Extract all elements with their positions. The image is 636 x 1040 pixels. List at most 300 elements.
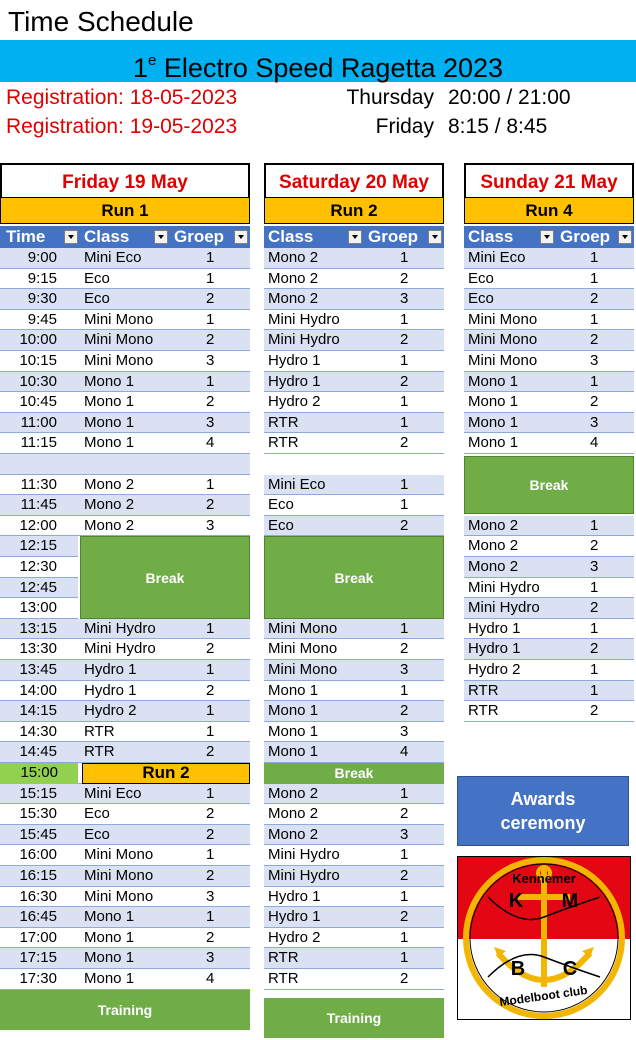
table-cell: Mini Eco	[84, 784, 142, 802]
table-cell: Hydro 1	[468, 640, 521, 658]
table-cell: 16:45	[19, 908, 57, 926]
table-cell: 1	[206, 372, 215, 390]
table-cell: 2	[400, 805, 409, 823]
event-banner	[0, 40, 636, 82]
table-cell: 2	[206, 681, 215, 699]
table-cell: 15:30	[19, 805, 57, 823]
table-row	[464, 351, 634, 372]
table-cell: Mono 1	[468, 434, 519, 452]
table-cell: 2	[206, 825, 215, 843]
table-row	[464, 536, 634, 557]
table-cell: 1	[400, 310, 409, 328]
table-row	[264, 413, 444, 434]
awards-ceremony-box	[457, 776, 629, 846]
table-cell: Mini Hydro	[268, 867, 340, 884]
table-row	[264, 969, 444, 990]
time-cell-highlight: 15:00	[0, 763, 78, 784]
table-row	[464, 269, 634, 290]
table-cell: Mini Mono	[84, 887, 154, 905]
table-cell: Mono 2	[268, 290, 319, 308]
table-cell: 1	[206, 784, 215, 802]
table-row	[464, 619, 634, 640]
table-row	[0, 681, 250, 702]
filter-dropdown-icon[interactable]	[154, 230, 168, 244]
table-cell: 1	[400, 928, 409, 946]
table-row	[0, 269, 250, 290]
table-cell: Mono 2	[84, 496, 135, 514]
table-cell: Eco	[84, 825, 110, 843]
table-cell: Hydro 1	[468, 619, 521, 637]
table-cell: 11:00	[20, 413, 57, 431]
table-row	[0, 289, 250, 310]
table-cell: Mini Eco	[84, 249, 142, 266]
table-cell: 1	[400, 496, 409, 514]
table-cell: 2	[206, 640, 215, 658]
table-row	[0, 948, 250, 969]
table-cell: Hydro 2	[84, 702, 137, 720]
table-row	[0, 475, 250, 496]
table-cell: 9:15	[27, 269, 57, 287]
table-row	[264, 372, 444, 393]
table-cell: Mini Mono	[268, 619, 338, 637]
table-cell: 3	[590, 413, 599, 431]
table-cell: Mini Mono	[84, 846, 154, 864]
table-cell: 15:45	[19, 825, 57, 843]
table-cell: Mono 1	[84, 372, 135, 390]
table-cell: Eco	[84, 805, 110, 823]
table-row	[264, 639, 444, 660]
saturday-break2-block: Break	[264, 763, 444, 784]
table-row	[0, 330, 250, 351]
table-cell: 4	[206, 970, 215, 987]
table-cell: 2	[206, 743, 215, 761]
table-row	[0, 557, 78, 578]
header-group: Groep	[174, 227, 225, 246]
table-row	[464, 639, 634, 660]
table-cell: Mono 2	[268, 825, 319, 843]
table-cell: 2	[206, 393, 215, 411]
table-row	[0, 578, 78, 599]
filter-dropdown-icon[interactable]	[540, 230, 554, 244]
table-cell: 2	[400, 867, 409, 884]
table-cell: 3	[590, 352, 599, 369]
table-cell: 3	[400, 290, 409, 308]
sunday-day-title: Sunday 21 May	[464, 163, 634, 197]
table-cell: RTR	[84, 743, 115, 761]
table-cell: 2	[400, 702, 409, 720]
table-cell: Mini Mono	[268, 640, 338, 658]
table-cell: Mini Mono	[84, 352, 154, 369]
table-cell: 3	[206, 352, 215, 369]
table-row	[264, 351, 444, 372]
table-cell: 1	[590, 249, 599, 266]
table-row	[264, 701, 444, 722]
header-group: Groep	[560, 227, 611, 246]
table-row	[264, 845, 444, 866]
table-cell: RTR	[268, 970, 299, 987]
table-cell: Hydro 2	[268, 393, 321, 411]
table-cell: Mini Hydro	[468, 599, 540, 617]
table-cell: Mono 2	[468, 516, 519, 534]
table-cell: 14:15	[19, 702, 57, 720]
table-cell: 1	[590, 619, 599, 637]
table-cell: Mono 1	[84, 434, 135, 452]
table-row	[264, 392, 444, 413]
table-cell: 11:45	[20, 496, 57, 514]
table-cell: 2	[400, 640, 409, 658]
banner-prefix: 1	[132, 53, 148, 83]
table-cell: Hydro 1	[268, 908, 321, 926]
table-cell: 16:00	[19, 846, 57, 864]
table-row	[464, 372, 634, 393]
registration-day-2: Friday	[375, 115, 434, 138]
table-cell: 1	[206, 310, 215, 328]
table-row	[0, 372, 250, 393]
table-cell: 1	[590, 516, 599, 534]
table-cell: 2	[206, 805, 215, 823]
table-cell: 17:15	[19, 949, 57, 967]
table-cell: Mini Eco	[468, 249, 526, 266]
filter-dropdown-icon[interactable]	[234, 230, 248, 244]
filter-dropdown-icon[interactable]	[618, 230, 632, 244]
table-cell: 12:15	[19, 537, 57, 555]
table-cell: Mono 1	[468, 393, 519, 411]
table-row	[464, 578, 634, 599]
table-cell: 4	[590, 434, 599, 452]
table-cell: 2	[400, 372, 409, 390]
table-row	[0, 660, 250, 681]
table-cell: Hydro 1	[268, 372, 321, 390]
table-cell: 2	[400, 434, 409, 452]
table-row	[264, 289, 444, 310]
table-row	[0, 804, 250, 825]
table-cell: 15:15	[19, 784, 57, 802]
table-row	[0, 969, 250, 990]
table-cell: Mono 1	[268, 722, 319, 740]
table-row	[264, 742, 444, 763]
table-cell: Mono 1	[84, 928, 135, 946]
friday-day-title: Friday 19 May	[0, 163, 250, 197]
table-cell: Eco	[468, 290, 494, 308]
table-cell: 11:30	[20, 475, 57, 493]
table-cell: 13:15	[19, 619, 57, 637]
table-row	[0, 433, 250, 454]
table-cell: RTR	[268, 413, 299, 431]
table-row	[264, 804, 444, 825]
table-cell: Mini Hydro	[268, 846, 340, 864]
sunday-column	[464, 163, 634, 808]
table-cell: 13:45	[19, 661, 57, 678]
table-cell: 2	[590, 537, 599, 555]
table-cell: Mini Mono	[468, 310, 538, 328]
table-cell: Mini Hydro	[268, 331, 340, 349]
table-cell: Eco	[84, 290, 110, 308]
table-cell: 9:45	[27, 310, 57, 328]
table-cell: 16:30	[19, 887, 57, 905]
table-cell: 13:30	[19, 640, 57, 658]
saturday-table-header	[264, 226, 444, 248]
header-class: Class	[268, 227, 314, 246]
table-cell: 3	[590, 558, 599, 575]
table-cell: 2	[590, 331, 599, 349]
table-cell: 2	[590, 599, 599, 617]
table-cell: Mono 2	[84, 475, 135, 493]
table-row	[264, 516, 444, 537]
registration-day-1: Thursday	[346, 86, 434, 109]
table-row	[0, 392, 250, 413]
header-time: Time	[6, 227, 46, 246]
banner-text: Electro Speed Ragetta 2023	[156, 53, 504, 83]
table-cell: Mono 1	[468, 372, 519, 390]
registration-label-1: Registration: 18-05-2023	[6, 86, 238, 109]
table-cell: Hydro 1	[268, 887, 321, 905]
table-row	[464, 413, 634, 434]
table-cell: 17:00	[19, 928, 57, 946]
table-row	[464, 433, 634, 454]
filter-dropdown-icon[interactable]	[348, 230, 362, 244]
sunday-break-block: Break	[464, 456, 634, 514]
logo-bottom-text: Modelboot club	[498, 982, 589, 1010]
table-cell: Mono 2	[268, 805, 319, 823]
table-row	[0, 825, 250, 846]
table-cell: 1	[206, 661, 215, 678]
table-cell: 3	[206, 516, 215, 534]
table-row	[464, 598, 634, 619]
header-group: Groep	[368, 227, 419, 246]
table-cell: Mono 1	[468, 413, 519, 431]
header-class: Class	[468, 227, 514, 246]
table-cell: Mini Mono	[468, 331, 538, 349]
table-cell: 1	[590, 578, 599, 596]
table-cell: 2	[206, 496, 215, 514]
table-cell: 2	[400, 908, 409, 926]
table-cell: 2	[400, 970, 409, 987]
registration-label-2: Registration: 19-05-2023	[6, 115, 238, 138]
table-cell: 1	[206, 249, 215, 266]
table-row	[264, 248, 444, 269]
table-row	[464, 310, 634, 331]
sunday-run4-bar: Run 4	[464, 197, 634, 224]
table-cell: 1	[400, 475, 409, 493]
table-cell: Mono 2	[268, 784, 319, 802]
registration-time-1: 20:00 / 21:00	[448, 86, 571, 109]
table-row	[0, 310, 250, 331]
table-cell: 1	[206, 475, 215, 493]
table-cell: 2	[400, 331, 409, 349]
table-row	[0, 845, 250, 866]
table-cell: 14:30	[19, 722, 57, 740]
table-cell: Hydro 1	[84, 661, 137, 678]
table-row	[264, 475, 444, 496]
table-cell: 10:00	[19, 331, 57, 349]
table-cell: 1	[400, 784, 409, 802]
awards-line2: ceremony	[500, 813, 586, 833]
table-cell: Mini Hydro	[268, 310, 340, 328]
table-cell: 1	[400, 681, 409, 699]
table-row	[0, 928, 250, 949]
table-row	[264, 928, 444, 949]
table-cell: Mono 2	[84, 516, 135, 534]
table-cell: 3	[206, 413, 215, 431]
table-row	[0, 701, 250, 722]
saturday-run2-bar: Run 2	[264, 197, 444, 224]
table-row	[0, 598, 78, 619]
table-cell: Mono 1	[84, 949, 135, 967]
table-cell: 10:15	[19, 352, 57, 369]
table-row	[0, 639, 250, 660]
table-cell: Mono 1	[84, 413, 135, 431]
table-row	[0, 784, 250, 805]
table-cell: Mono 2	[468, 537, 519, 555]
table-cell: Mini Mono	[268, 661, 338, 678]
table-cell: Mono 2	[468, 558, 519, 575]
table-cell: 2	[400, 516, 409, 534]
table-cell: 1	[590, 269, 599, 287]
header-class: Class	[84, 227, 130, 246]
table-cell: 1	[206, 269, 215, 287]
friday-run2-bar: Run 2	[82, 763, 250, 784]
table-cell: Eco	[84, 269, 110, 287]
table-row	[464, 557, 634, 578]
logo-top-text: Kennemer	[512, 871, 576, 886]
table-row	[0, 516, 250, 537]
table-row	[464, 516, 634, 537]
table-cell: Eco	[268, 496, 294, 514]
table-cell: Mono 2	[268, 249, 319, 266]
table-row	[0, 536, 78, 557]
table-cell: 16:15	[19, 867, 57, 884]
table-cell: Mini Mono	[84, 331, 154, 349]
table-cell: 3	[206, 949, 215, 967]
club-logo	[457, 856, 631, 1020]
table-cell: 1	[400, 393, 409, 411]
table-cell: 1	[206, 702, 215, 720]
saturday-column	[264, 163, 444, 1024]
table-cell: 1	[590, 310, 599, 328]
saturday-day-title: Saturday 20 May	[264, 163, 444, 197]
table-cell: Mini Mono	[84, 867, 154, 884]
table-cell: 4	[206, 434, 215, 452]
table-row	[0, 413, 250, 434]
table-cell: Mini Mono	[84, 310, 154, 328]
table-cell: Mono 1	[268, 702, 319, 720]
table-cell: 12:30	[19, 558, 57, 575]
friday-training-block: Training	[0, 990, 250, 1030]
table-cell: 2	[590, 702, 599, 720]
table-cell: 1	[400, 949, 409, 967]
table-row	[264, 660, 444, 681]
table-row	[464, 289, 634, 310]
table-cell: RTR	[268, 949, 299, 967]
table-row	[0, 619, 250, 640]
table-cell: RTR	[468, 702, 499, 720]
table-cell: Mono 1	[84, 908, 135, 926]
table-cell: 11:15	[20, 434, 57, 452]
table-cell: Hydro 2	[468, 661, 521, 678]
table-row	[264, 330, 444, 351]
table-row	[0, 866, 250, 887]
table-row	[464, 248, 634, 269]
table-cell: 14:00	[19, 681, 57, 699]
table-row	[464, 330, 634, 351]
table-cell: Mono 2	[268, 269, 319, 287]
table-cell: 1	[400, 413, 409, 431]
table-cell: 3	[206, 887, 215, 905]
table-row	[264, 310, 444, 331]
logo-c: C	[562, 958, 578, 980]
table-cell: Mono 1	[268, 743, 319, 761]
table-cell: 17:30	[19, 970, 57, 987]
table-cell: 1	[590, 372, 599, 390]
logo-b: B	[510, 958, 526, 980]
table-cell: Eco	[268, 516, 294, 534]
table-cell: 2	[206, 867, 215, 884]
table-cell: Mini Eco	[268, 475, 326, 493]
table-row	[0, 887, 250, 908]
table-cell: 3	[400, 722, 409, 740]
filter-dropdown-icon[interactable]	[64, 230, 78, 244]
table-row	[0, 248, 250, 269]
table-cell: Mini Hydro	[84, 640, 156, 658]
table-cell: 1	[400, 352, 409, 369]
table-cell: Mono 1	[84, 970, 135, 987]
table-row	[264, 866, 444, 887]
table-row	[464, 681, 634, 702]
table-cell: 1	[400, 846, 409, 864]
table-cell: 12:45	[19, 578, 57, 596]
table-cell: RTR	[84, 722, 115, 740]
table-row	[264, 433, 444, 454]
table-row	[0, 742, 250, 763]
table-row	[464, 392, 634, 413]
table-row	[0, 495, 250, 516]
table-row	[264, 948, 444, 969]
table-cell: 1	[400, 887, 409, 905]
kmbc-logo-icon	[458, 857, 630, 1019]
friday-run2-row	[0, 763, 250, 784]
table-cell: Hydro 1	[84, 681, 137, 699]
table-cell: RTR	[268, 434, 299, 452]
table-cell: 10:30	[19, 372, 57, 390]
table-cell: Mono 1	[84, 393, 135, 411]
table-cell: 9:00	[27, 249, 57, 266]
friday-table-header	[0, 226, 250, 248]
table-cell: 1	[206, 846, 215, 864]
saturday-break-block: Break	[264, 536, 444, 618]
table-row	[264, 825, 444, 846]
table-cell: 1	[400, 619, 409, 637]
table-cell: Mini Mono	[468, 352, 538, 369]
table-cell: 2	[206, 331, 215, 349]
banner-sup: e	[147, 52, 157, 69]
table-row	[264, 495, 444, 516]
table-cell: 12:00	[19, 516, 57, 534]
logo-m: M	[561, 890, 579, 912]
table-row	[264, 887, 444, 908]
table-row	[464, 701, 634, 722]
table-cell: Hydro 1	[268, 352, 321, 369]
table-cell: 10:45	[19, 393, 57, 411]
friday-column	[0, 163, 250, 1024]
table-cell: Mono 1	[268, 681, 319, 699]
friday-run1-bar: Run 1	[0, 197, 250, 224]
table-cell: 2	[590, 290, 599, 308]
table-row	[0, 722, 250, 743]
table-cell: 14:45	[19, 743, 57, 761]
table-cell: Mini Hydro	[468, 578, 540, 596]
filter-dropdown-icon[interactable]	[428, 230, 442, 244]
table-cell: 1	[206, 722, 215, 740]
